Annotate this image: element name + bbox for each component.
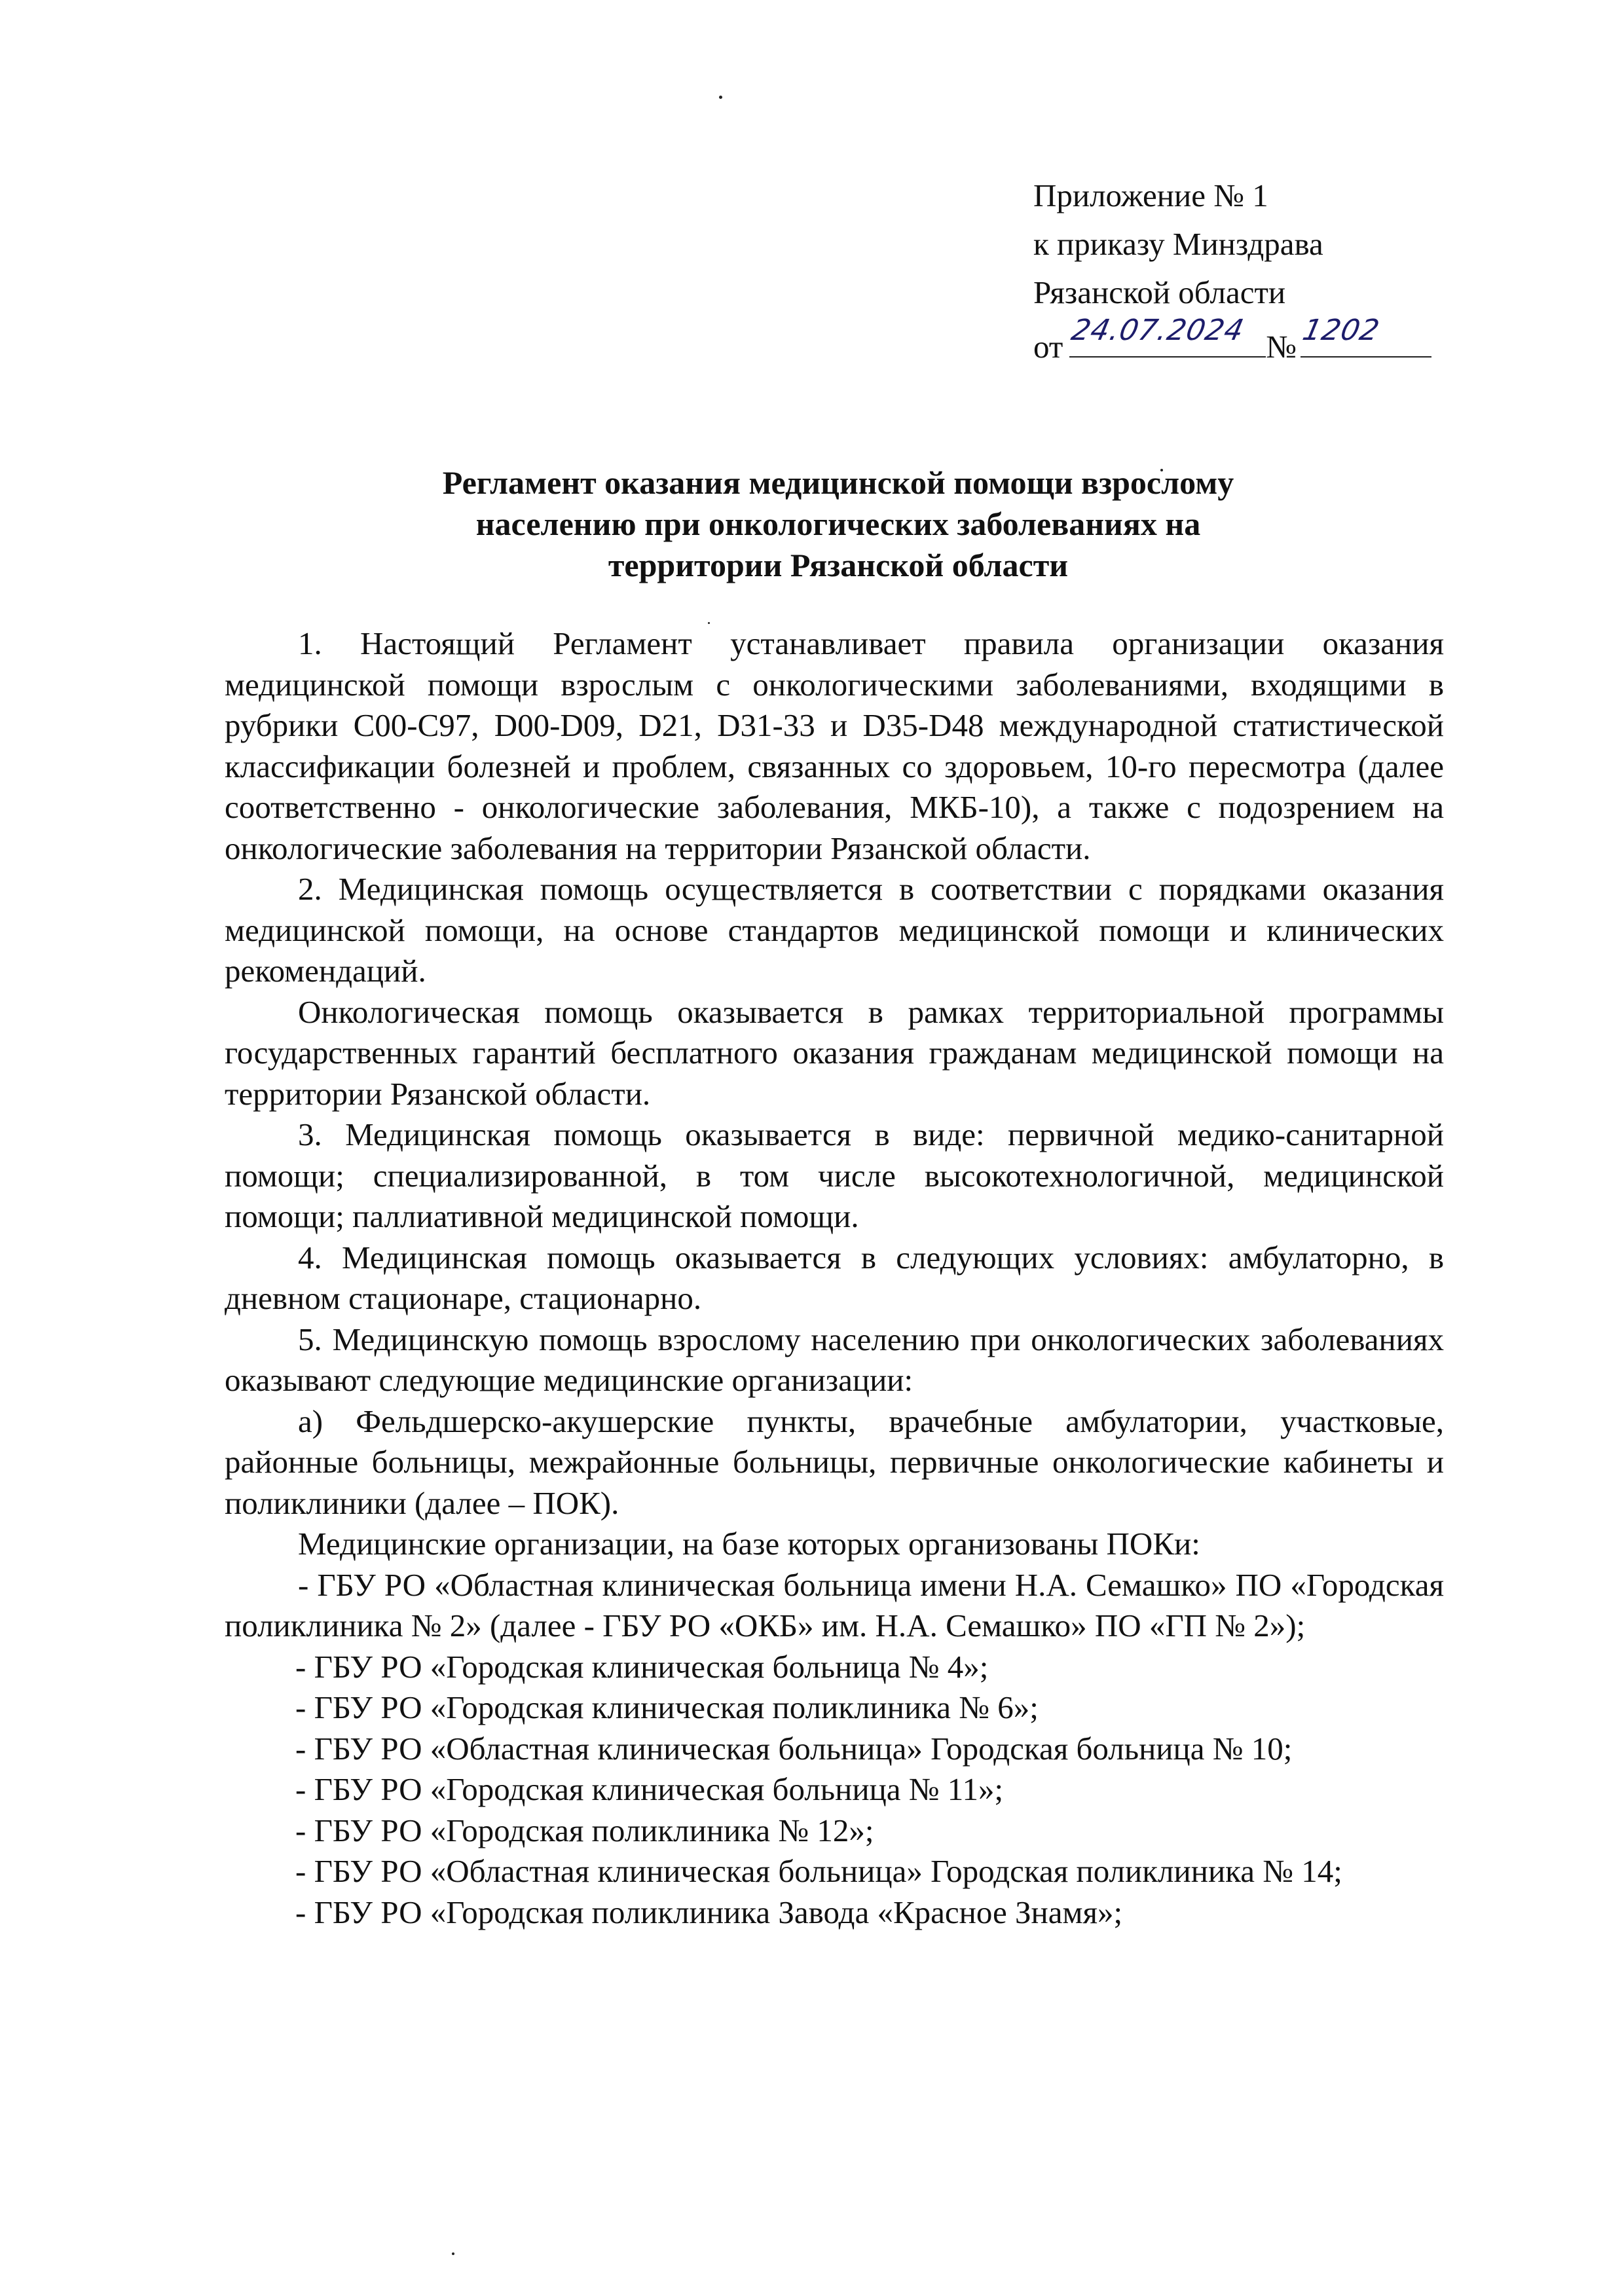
title-line-3: территории Рязанской области (608, 547, 1069, 583)
appendix-line-1: Приложение № 1 (1033, 177, 1268, 213)
handwritten-date: 24.07.2024 (1068, 314, 1247, 347)
date-field (1068, 314, 1266, 358)
appendix-date-line (1033, 314, 1531, 371)
list-item: - ГБУ РО «Областная клиническая больница» Городская больница № 10; (295, 1730, 1293, 1767)
number-label: № (1266, 329, 1297, 365)
handwritten-number: 1202 (1299, 314, 1383, 347)
paragraph-5: 4. Медицинская помощь оказывается в следующих условиях: амбулаторно, в дневном стационаре, стационарно. (225, 1239, 1444, 1316)
appendix-line-2: к приказу Минздрава (1033, 226, 1323, 262)
paragraph-9: - ГБУ РО «Областная клиническая больница имени Н.А. Семашко» ПО «Городская поликлиника № 2» (далее - ГБУ РО «ОКБ» им. Н.А. Семашко» ПО «ГП № 2»); (225, 1566, 1444, 1643)
document-body (225, 623, 1444, 1933)
list-item: - ГБУ РО «Городская клиническая поликлиника № 6»; (295, 1689, 1039, 1725)
appendix-line-3: Рязанской области (1033, 274, 1286, 310)
scan-speck (452, 2252, 454, 2255)
paragraph-4: 3. Медицинская помощь оказывается в виде: первичной медико-санитарной помощи; специализированной, в том числе высокотехнологичной, медицинской помощи; паллиативной медицинской помощи. (225, 1116, 1444, 1234)
paragraph-2: 2. Медицинская помощь осуществляется в соответствии с порядками оказания медицинской помощи, на основе стандартов медицинской помощи и клинических рекомендаций. (225, 871, 1444, 989)
list-item: - ГБУ РО «Городская клиническая больница № 11»; (295, 1771, 1004, 1807)
list-item: - ГБУ РО «Городская поликлиника № 12»; (295, 1812, 874, 1848)
paragraph-8: Медицинские организации, на базе которых организованы ПОКи: (298, 1526, 1200, 1562)
paragraph-3: Онкологическая помощь оказывается в рамках территориальной программы государственных гарантий бесплатного оказания гражданам медицинской помощи на территории Рязанской области. (225, 993, 1444, 1112)
appendix-block (1033, 172, 1531, 371)
list-item: - ГБУ РО «Городская поликлиника Завода «Красное Знамя»; (295, 1894, 1123, 1930)
paragraph-6: 5. Медицинскую помощь взрослому населению при онкологических заболеваниях оказывают следующие медицинские организации: (225, 1321, 1444, 1398)
list-item: - ГБУ РО «Городская клиническая больница № 4»; (295, 1648, 989, 1685)
title-line-1: Регламент оказания медицинской помощи взрослому (442, 464, 1234, 501)
paragraph-7: а) Фельдшерско-акушерские пункты, врачебные амбулатории, участковые, районные больницы, межрайонные больницы, первичные онкологические кабинеты и поликлиники (далее – ПОК). (225, 1403, 1444, 1521)
scan-speck (719, 96, 722, 99)
title-line-2: населению при онкологических заболеваниях на (475, 505, 1201, 542)
list-item: - ГБУ РО «Областная клиническая больница» Городская поликлиника № 14; (295, 1853, 1342, 1889)
from-label: от (1033, 329, 1063, 365)
document-title (223, 462, 1454, 586)
number-field (1299, 314, 1431, 358)
paragraph-1: 1. Настоящий Регламент устанавливает правила организации оказания медицинской помощи взрослым с онкологическими заболеваниями, входящими в рубрики С00-С97, D00-D09, D21, D31-33 и D35-D48 международной статистической классификации болезней и проблем, связанных со здоровьем, 10-го пересмотра (далее соответственно - онкологические заболевания, МКБ-10), а также с подозрением на онкологические заболевания на территории Рязанской области. (225, 625, 1444, 866)
